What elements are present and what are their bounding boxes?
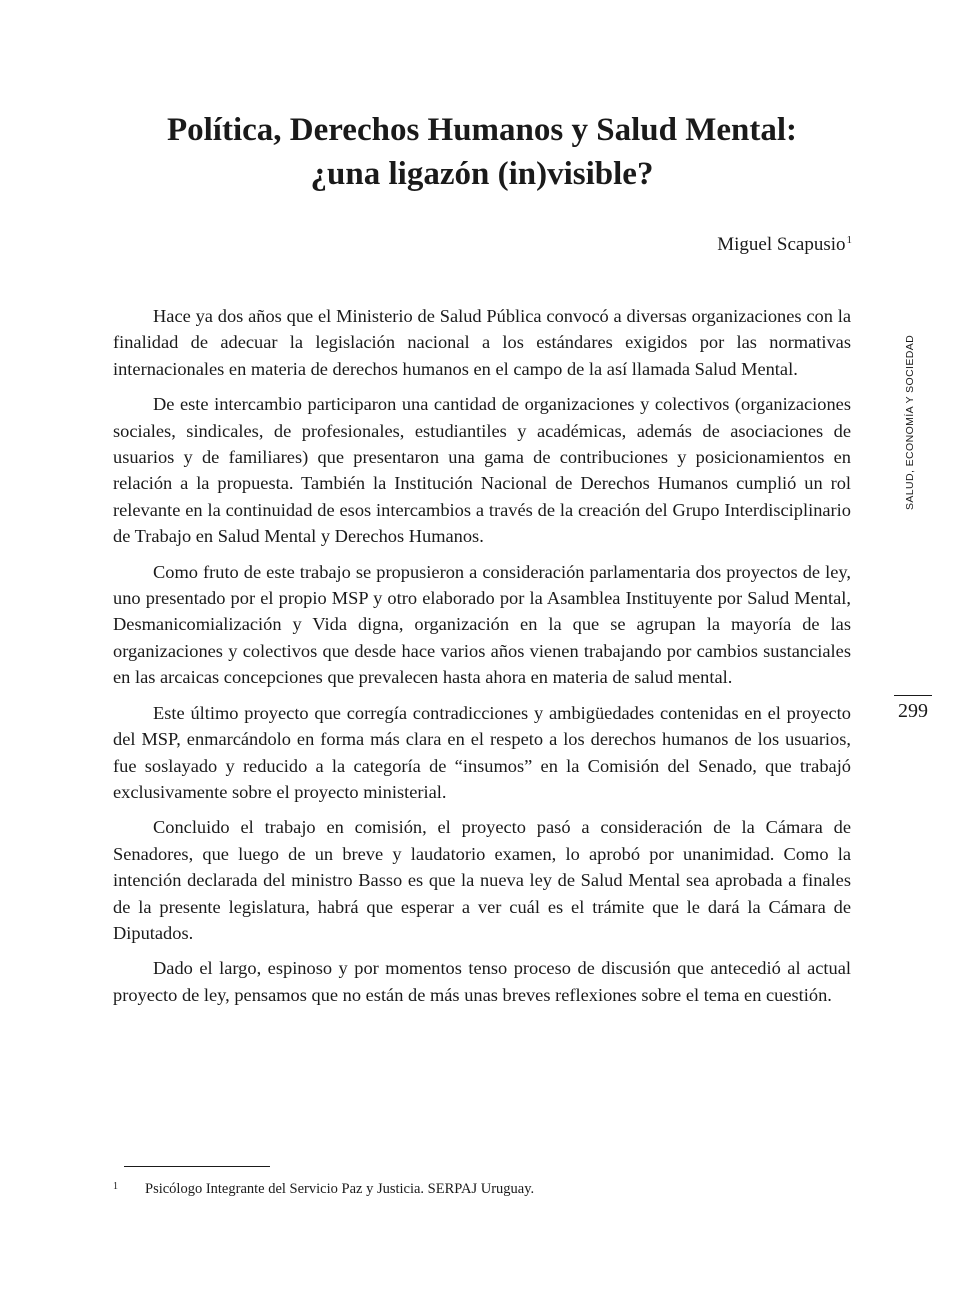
page-title <box>112 108 852 196</box>
author-name: Miguel Scapusio <box>717 234 846 255</box>
author-byline <box>717 228 852 257</box>
paragraph-2: De este intercambio participaron una cantidad de organizaciones y colectivos (organizaciones sociales, sindicales, de profesionales, estudiantiles y académicas, además de asociaciones de usuarios y de familiares) que presentaron una gama de contribuciones y posicionamientos en relación a la propuesta. También la Institución Nacional de Derechos Humanos cumplió un rol relevante en la continuidad de esos intercambios a través de la creación del Grupo Interdisciplinario de Trabajo en Salud Mental y Derechos Humanos. <box>113 394 851 547</box>
paragraph-3: Como fruto de este trabajo se propusieron a consideración parlamentaria dos proyectos de ley, uno presentado por el propio MSP y otro elaborado por la Asamblea Instituyente por Salud Mental, Desmanicomialización y Vida digna, organización en la que se agrupan la mayoría de las organizaciones y colectivos que desde hace varios años vienen trabajando por cambios sustanciales en las arcaicas concepciones que prevalecen hasta ahora en materia de salud mental. <box>113 561 851 688</box>
footnote-divider <box>124 1166 270 1167</box>
article-body <box>113 303 851 1017</box>
footnote-reference[interactable]: 1 <box>846 234 852 246</box>
paragraph-4: Este último proyecto que corregía contradicciones y ambigüedades contenidas en el proyecto del MSP, enmarcándolo en forma más clara en el respeto a los derechos humanos de los usuarios, fue soslayado y reducido a la categoría de “insumos” en la Comisión del Senado, que trabajó exclusivamente sobre el proyecto ministerial. <box>113 702 851 802</box>
paragraph-6: Dado el largo, espinoso y por momentos tenso proceso de discusión que antecedió al actual proyecto de ley, pensamos que no están de más unas breves reflexiones sobre el tema en cuestión. <box>113 958 851 1005</box>
section-side-label: SALUD, ECONOMÍA Y SOCIEDAD <box>904 334 916 510</box>
paragraph-1: Hace ya dos años que el Ministerio de Salud Pública convocó a diversas organizaciones con la finalidad de adecuar la legislación nacional a los estándares exigidos por las normativas internacionales en materia de derechos humanos en el campo de la así llamada Salud Mental. <box>113 306 851 379</box>
footnote-text: Psicólogo Integrante del Servicio Paz y Justicia. SERPAJ Uruguay. <box>145 1181 535 1197</box>
footnote-mark: 1 <box>113 1181 118 1192</box>
footnote <box>113 1177 853 1199</box>
title-line-2: ¿una ligazón (in)visible? <box>310 156 654 192</box>
paragraph-5: Concluido el trabajo en comisión, el proyecto pasó a consideración de la Cámara de Senadores, que luego de un breve y laudatorio examen, lo aprobó por unanimidad. Como la intención declarada del ministro Basso es que la nueva ley de Salud Mental sea aprobada a finales de la presente legislatura, habrá que esperar a ver cuál es el trámite que le dará la Cámara de Diputados. <box>113 817 851 943</box>
page-number-rule <box>894 695 932 696</box>
page-number: 299 <box>898 700 928 722</box>
title-line-1: Política, Derechos Humanos y Salud Mental: <box>166 112 798 148</box>
